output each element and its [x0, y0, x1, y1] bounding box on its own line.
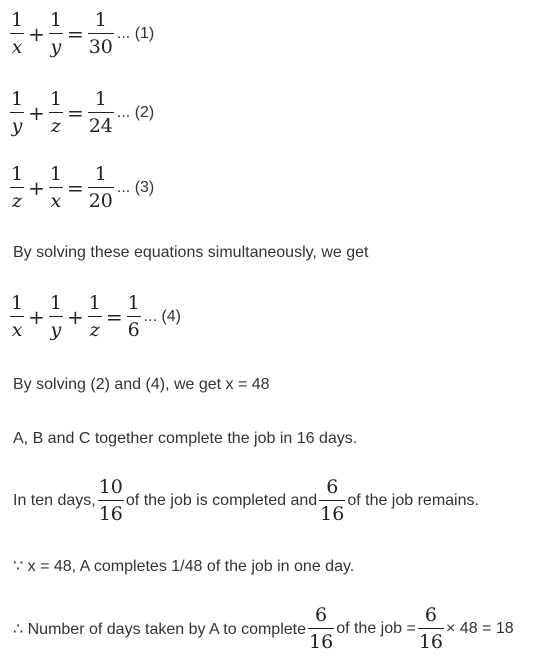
fraction: $\frac{6}{16}$	[309, 604, 334, 653]
equation-label: ... (1)	[116, 24, 155, 42]
rhs-fraction: $\frac{1}{20}$	[88, 163, 113, 212]
paragraph-ten-days: In ten days, $\frac{10}{16}$ of the job is completed and $\frac{6}{16}$ of the job remains.	[13, 476, 479, 525]
paragraph-solve-simultaneously: By solving these equations simultaneously, we get	[13, 244, 369, 261]
fraction: $\frac{1}{z}$	[11, 163, 24, 212]
rhs-fraction: $\frac{1}{24}$	[88, 88, 113, 137]
fraction: $\frac{1}{z}$	[88, 292, 101, 341]
fraction: $\frac{6}{16}$	[418, 604, 443, 653]
paragraph-together: A, B and C together complete the job in 16 days.	[13, 430, 358, 447]
equation-label: ... (2)	[116, 103, 155, 121]
paragraph-because: ∵ x = 48, A completes 1/48 of the job in one day.	[13, 558, 355, 575]
fraction: $\frac{1}{y}$	[49, 292, 62, 341]
fraction: $\frac{1}{z}$	[49, 88, 62, 137]
equation-label: ... (4)	[143, 307, 182, 325]
fraction: $\frac{1}{y}$	[49, 9, 62, 58]
paragraph-therefore: ∴ Number of days taken by A to complete $\frac{6}{16}$ of the job = $\frac{6}{16}$ × 48 = 18	[13, 604, 514, 653]
equation-3: $\frac{1}{z}$ + $\frac{1}{x}$ = $\frac{1}{20}$ ... (3)	[11, 163, 155, 212]
fraction: $\frac{1}{x}$	[11, 292, 24, 341]
rhs-fraction: $\frac{1}{6}$	[127, 292, 140, 341]
rhs-fraction: $\frac{1}{30}$	[88, 9, 113, 58]
fraction: $\frac{1}{x}$	[11, 9, 24, 58]
equation-1: $\frac{1}{x}$ + $\frac{1}{y}$ = $\frac{1}{30}$ ... (1)	[11, 9, 155, 58]
fraction-remaining: $\frac{6}{16}$	[320, 476, 345, 525]
equation-2: $\frac{1}{y}$ + $\frac{1}{z}$ = $\frac{1}{24}$ ... (2)	[11, 88, 155, 137]
paragraph-solve-2-4: By solving (2) and (4), we get x = 48	[13, 376, 270, 393]
fraction-completed: $\frac{10}{16}$	[98, 476, 123, 525]
fraction: $\frac{1}{y}$	[11, 88, 24, 137]
equation-4: $\frac{1}{x}$ + $\frac{1}{y}$ + $\frac{1}{z}$ = $\frac{1}{6}$ ... (4)	[11, 292, 182, 341]
equation-label: ... (3)	[116, 178, 155, 196]
fraction: $\frac{1}{x}$	[49, 163, 62, 212]
